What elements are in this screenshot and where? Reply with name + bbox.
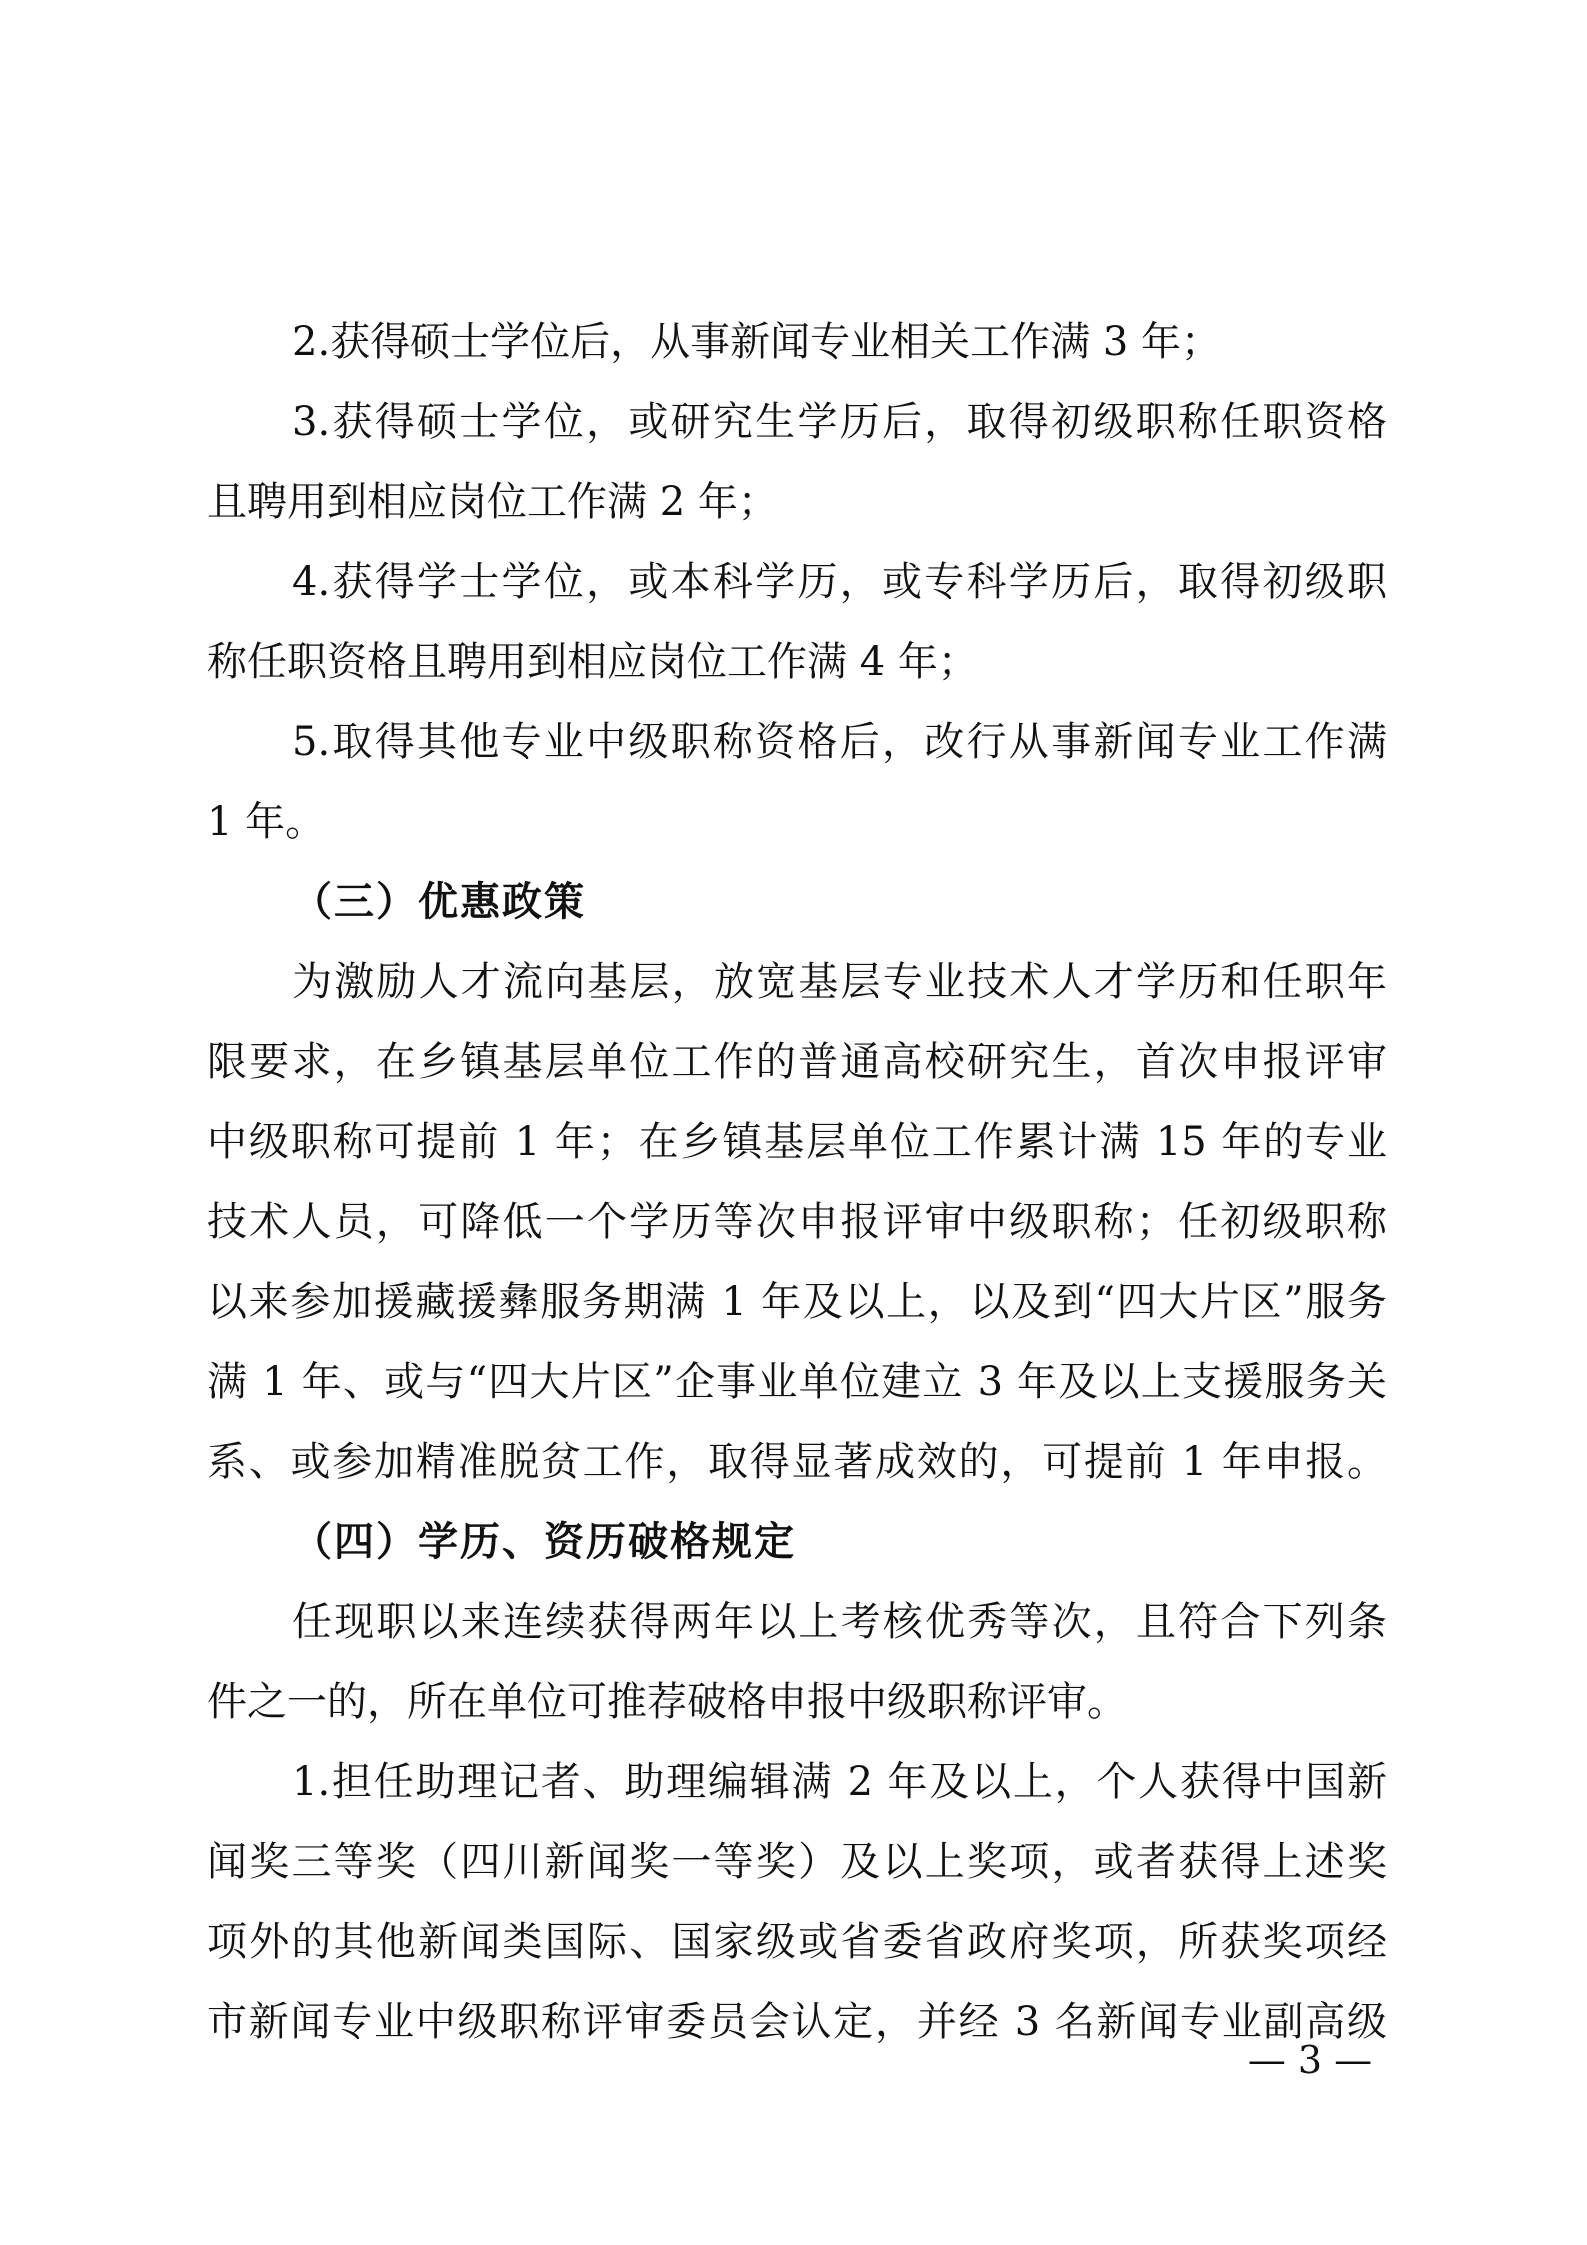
text-line: 2.获得硕士学位后，从事新闻专业相关工作满 3 年； [292, 319, 1222, 365]
text-line: 且聘用到相应岗位工作满 2 年； [207, 479, 778, 525]
text-line: 称任职资格且聘用到相应岗位工作满 4 年； [207, 639, 978, 685]
text-line: 系、或参加精准脱贫工作，取得显著成效的，可提前 1 年申报。 [207, 1439, 1387, 1485]
section-heading: （四）学历、资历破格规定 [292, 1518, 796, 1565]
text-line: 限要求，在乡镇基层单位工作的普通高校研究生，首次申报评审 [207, 1039, 1387, 1085]
text-line: 3.获得硕士学位，或研究生学历后，取得初级职称任职资格 [292, 399, 1387, 445]
text-line: 任现职以来连续获得两年以上考核优秀等次，且符合下列条 [292, 1599, 1387, 1645]
text-line: 1 年。 [207, 799, 326, 845]
text-line: 5.取得其他专业中级职称资格后，改行从事新闻专业工作满 [292, 719, 1387, 765]
text-line: 满 1 年、或与“四大片区”企事业单位建立 3 年及以上支援服务关 [207, 1359, 1387, 1405]
text-line: 项外的其他新闻类国际、国家级或省委省政府奖项，所获奖项经 [207, 1919, 1387, 1965]
text-line: 件之一的，所在单位可推荐破格申报中级职称评审。 [207, 1679, 1127, 1725]
text-line: 技术人员，可降低一个学历等次申报评审中级职称；任初级职称 [207, 1199, 1387, 1245]
section-heading: （三）优惠政策 [292, 878, 586, 925]
text-line: 4.获得学士学位，或本科学历，或专科学历后，取得初级职 [292, 559, 1387, 605]
text-line: 1.担任助理记者、助理编辑满 2 年及以上，个人获得中国新 [292, 1759, 1387, 1805]
text-line: 闻奖三等奖（四川新闻奖一等奖）及以上奖项，或者获得上述奖 [207, 1839, 1387, 1885]
text-line: 市新闻专业中级职称评审委员会认定，并经 3 名新闻专业副高级 [207, 1999, 1387, 2045]
text-line: 以来参加援藏援彝服务期满 1 年及以上，以及到“四大片区”服务 [207, 1279, 1387, 1325]
text-line: 中级职称可提前 1 年；在乡镇基层单位工作累计满 15 年的专业 [207, 1119, 1387, 1165]
page-number: — 3 — [1247, 2038, 1373, 2082]
text-line: 为激励人才流向基层，放宽基层专业技术人才学历和任职年 [292, 959, 1387, 1005]
